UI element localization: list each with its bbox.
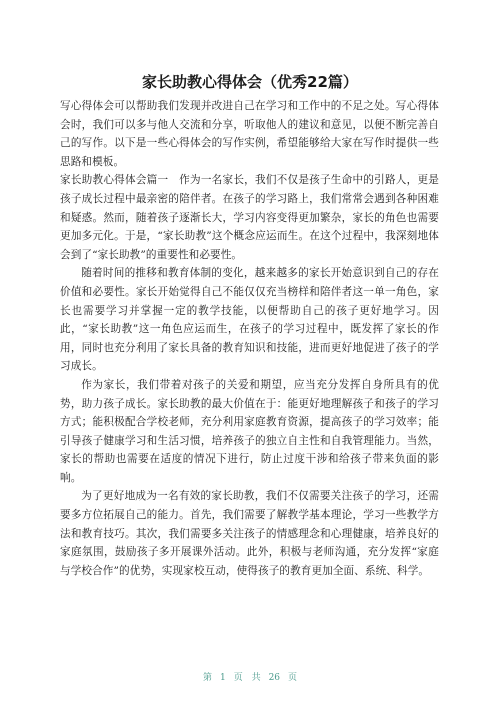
paragraph-background: 随着时间的推移和教育体制的变化，越来越多的家长开始意识到自己的存在价值和必要性。家长开始觉得自己不能仅仅充当榜样和陪伴者这一单一角色，家长也需要学习并掌握一定的教学技能，以便帮助自己的孩子更好地学习。因此，“家长助教”这一角色应运而生，在孩子的学习过程中，既发挥了家长的作用，同时也充分利用了家长具备的教育知识和技能，进而更好地促进了孩子的学习成长。 bbox=[60, 267, 439, 373]
document-body bbox=[60, 97, 439, 580]
document-title: 家长助教心得体会（优秀22篇） bbox=[142, 73, 358, 91]
footer-page-number: 1 bbox=[219, 673, 226, 683]
page-footer bbox=[0, 672, 500, 684]
footer-total-pages: 26 bbox=[268, 673, 281, 683]
footer-suffix: 页 bbox=[288, 673, 298, 683]
paragraph-value: 作为家长，我们带着对孩子的关爱和期望，应当充分发挥自身所具有的优势，助力孩子成长。家长助教的最大价值在于：能更好地理解孩子和孩子的学习方式；能积极配合学校老师，充分利用家庭教育资源，提高孩子的学习效率；能引导孩子健康学习和生活习惯，培养孩子的独立自主性和自我管理能力。当然，家长的帮助也需要在适度的情况下进行，防止过度干涉和给孩子带来负面的影响。 bbox=[60, 378, 439, 484]
paragraph-intro: 写心得体会可以帮助我们发现并改进自己在学习和工作中的不足之处。写心得体会时，我们可以多与他人交流和分享，听取他人的建议和意见，以便不断完善自己的写作。以下是一些心得体会的写作实例，希望能够给大家在写作时提供一些思路和模板。 bbox=[60, 100, 439, 168]
paragraph-article-one: 家长助教心得体会篇一 作为一名家长，我们不仅是孩子生命中的引路人，更是孩子成长过程中最亲密的陪伴者。在孩子的学习路上，我们常常会遇到各种困难和疑惑。然而，随着孩子逐渐长大，学习内容变得更加繁杂，家长的角色也需要更加多元化。于是，“家长助教”这个概念应运而生。在这个过程中，我深刻地体会到了“家长助教”的重要性和必要性。 bbox=[60, 174, 439, 261]
footer-prefix: 第 bbox=[202, 673, 212, 683]
footer-middle: 页 共 bbox=[233, 673, 261, 683]
paragraph-ability: 为了更好地成为一名有效的家长助教，我们不仅需要关注孩子的学习，还需要多方位拓展自己的能力。首先，我们需要了解教学基本理论，学习一些教学方法和教育技巧。其次，我们需要多关注孩子的情感理念和心理健康，培养良好的家庭氛围，鼓励孩子多开展课外活动。此外，积极与老师沟通，充分发挥“家庭与学校合作”的优势，实现家校互动，使得孩子的教育更加全面、系统、科学。 bbox=[60, 490, 439, 577]
